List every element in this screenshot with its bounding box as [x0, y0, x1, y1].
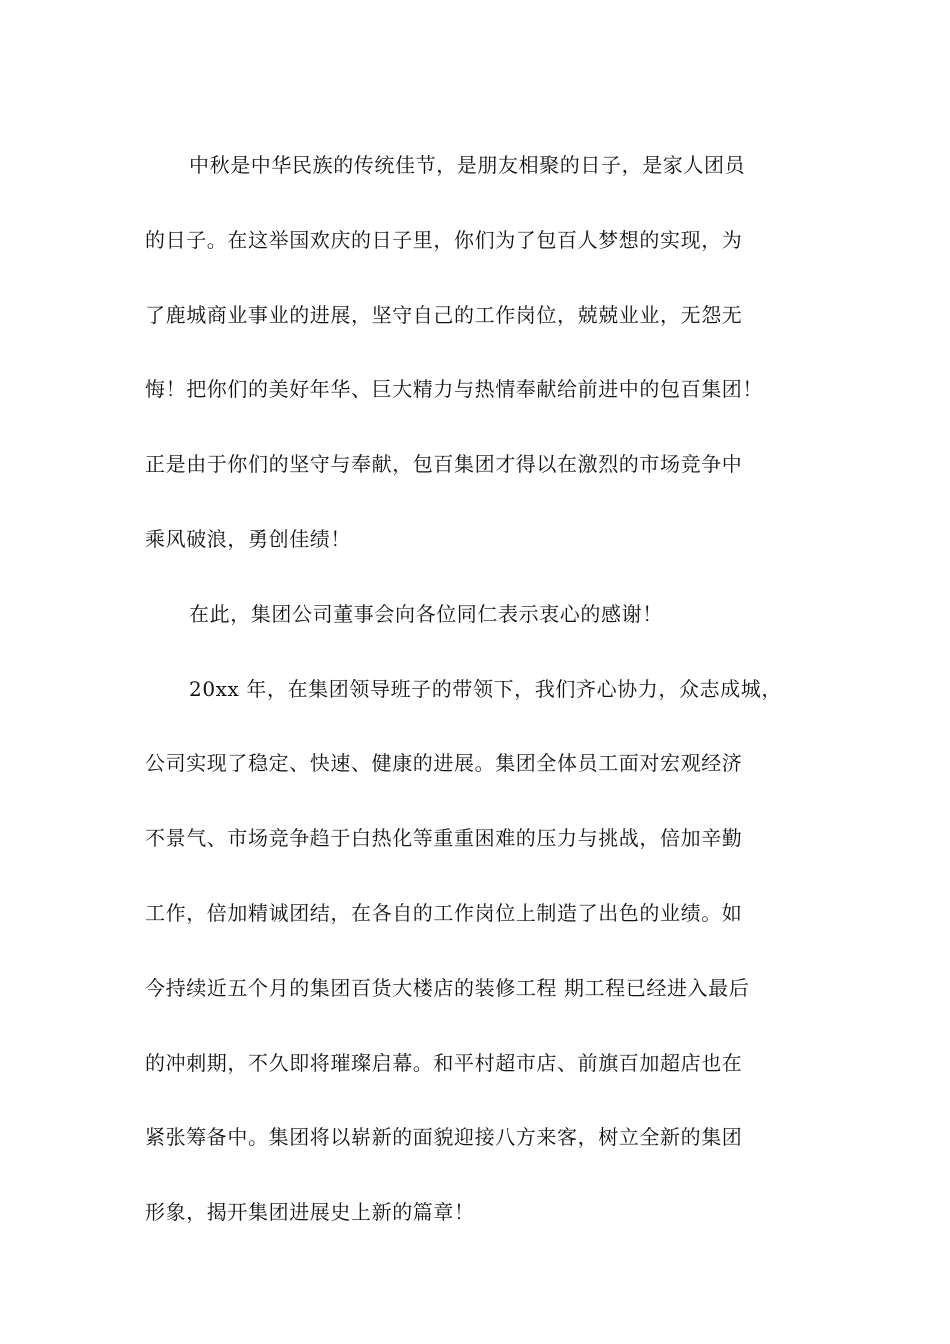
paragraph-1-line-4: 悔！把你们的美好年华、巨大精力与热情奉献给前进中的包百集团！: [145, 377, 763, 402]
paragraph-3-line-7: 紧张筹备中。集团将以崭新的面貌迎接八方来客，树立全新的集团: [145, 1125, 743, 1150]
paragraph-3-line-4: 工作，倍加精诚团结，在各自的工作岗位上制造了出色的业绩。如: [145, 900, 743, 925]
paragraph-1-line-3: 了鹿城商业事业的进展，坚守自己的工作岗位，兢兢业业，无怨无: [145, 302, 743, 327]
paragraph-1-line-1: 中秋是中华民族的传统佳节，是朋友相聚的日子，是家人团员: [189, 153, 746, 177]
paragraph-1-line-5: 正是由于你们的坚守与奉献，包百集团才得以在激烈的市场竞争中: [145, 452, 743, 477]
paragraph-3-line-6: 的冲刺期，不久即将璀璨启幕。和平村超市店、前旗百加超店也在: [145, 1050, 743, 1075]
paragraph-3-line-2: 公司实现了稳定、快速、健康的进展。集团全体员工面对宏观经济: [145, 751, 743, 776]
paragraph-3-line-5: 今持续近五个月的集团百货大楼店的装修工程 期工程已经进入最后: [145, 975, 750, 1000]
paragraph-2-line-1: 在此，集团公司董事会向各位同仁表示衷心的感谢！: [189, 601, 663, 626]
paragraph-1-line-6: 乘风破浪，勇创佳绩！: [145, 526, 351, 551]
paragraph-3-line-8: 形象，揭开集团进展史上新的篇章！: [145, 1200, 475, 1225]
document-body: [145, 128, 810, 1250]
paragraph-3-line-1: 20xx 年，在集团领导班子的带领下，我们齐心协力，众志成城，: [189, 676, 782, 701]
paragraph-1-line-2: 的日子。在这举国欢庆的日子里，你们为了包百人梦想的实现，为: [145, 227, 743, 252]
paragraph-3-line-3: 不景气、市场竞争趋于白热化等重重困难的压力与挑战，倍加辛勤: [145, 826, 743, 851]
